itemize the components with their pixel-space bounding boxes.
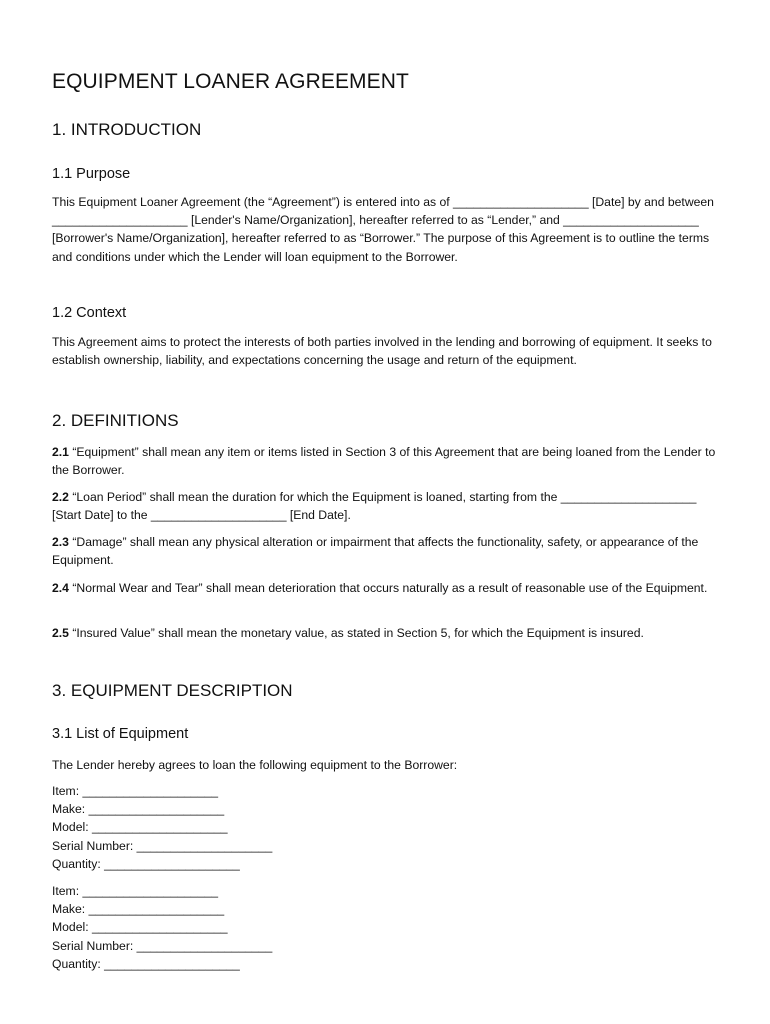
- definition-number: 2.2: [52, 490, 69, 504]
- section-3-1-heading: 3.1 List of Equipment: [52, 726, 189, 742]
- equipment-2-quantity-field: Quantity: ____________________: [52, 957, 240, 971]
- definition-2-4: [52, 579, 718, 597]
- equipment-1-model-field: Model: ____________________: [52, 820, 228, 834]
- section-1-1-text: This Equipment Loaner Agreement (the “Agreement”) is entered into as of ____________________ [Date] by and between ____________________ [Lender's Name/Organization], hereafter referred to as “Lender,” and ____________________ [Borrower's Name/Organization], hereafter referred to as “Borrower.” The purpose of this Agreement is to outline the terms and conditions under which the Lender will loan equipment to the Borrower.: [52, 195, 714, 264]
- definition-text: “Equipment” shall mean any item or items listed in Section 3 of this Agreement that are being loaned from the Lender to the Borrower.: [52, 445, 716, 478]
- definition-text: “Damage” shall mean any physical alteration or impairment that affects the functionality, safety, or appearance of the Equipment.: [52, 535, 699, 568]
- document-title: EQUIPMENT LOANER AGREEMENT: [52, 70, 409, 93]
- definition-text: “Loan Period” shall mean the duration for which the Equipment is loaned, starting from the ____________________ [Start Date] to the ____________________ [End Date].: [52, 490, 697, 523]
- definition-2-2: [52, 488, 718, 524]
- definition-2-5: [52, 624, 718, 642]
- equipment-2-item-field: Item: ____________________: [52, 884, 219, 898]
- equipment-2-serial-field: Serial Number: ____________________: [52, 939, 273, 953]
- definition-number: 2.5: [52, 626, 69, 640]
- section-1-heading: 1. INTRODUCTION: [52, 120, 202, 139]
- equipment-1-make-field: Make: ____________________: [52, 802, 225, 816]
- section-1-1-heading: 1.1 Purpose: [52, 166, 131, 182]
- equipment-1-quantity-field: Quantity: ____________________: [52, 857, 240, 871]
- section-1-2-heading: 1.2 Context: [52, 305, 127, 321]
- equipment-2-make-field: Make: ____________________: [52, 902, 225, 916]
- section-1-2-text: This Agreement aims to protect the interests of both parties involved in the lending and borrowing of equipment. It seeks to establish ownership, liability, and expectations concerning the usage and return of the equipment.: [52, 335, 712, 368]
- equipment-1-serial-field: Serial Number: ____________________: [52, 839, 273, 853]
- definition-number: 2.3: [52, 535, 69, 549]
- section-3-heading: 3. EQUIPMENT DESCRIPTION: [52, 681, 293, 700]
- definition-2-3: [52, 533, 718, 569]
- section-2-heading: 2. DEFINITIONS: [52, 411, 179, 430]
- definition-text: “Insured Value” shall mean the monetary value, as stated in Section 5, for which the Equipment is insured.: [68, 626, 644, 640]
- definition-text: “Normal Wear and Tear” shall mean deterioration that occurs naturally as a result of reasonable use of the Equipment.: [68, 581, 708, 595]
- equipment-2-model-field: Model: ____________________: [52, 920, 228, 934]
- definition-2-1: [52, 443, 718, 479]
- definition-number: 2.1: [52, 445, 69, 459]
- definition-number: 2.4: [52, 581, 69, 595]
- equipment-1-item-field: Item: ____________________: [52, 784, 219, 798]
- section-3-1-intro: The Lender hereby agrees to loan the following equipment to the Borrower:: [52, 758, 458, 772]
